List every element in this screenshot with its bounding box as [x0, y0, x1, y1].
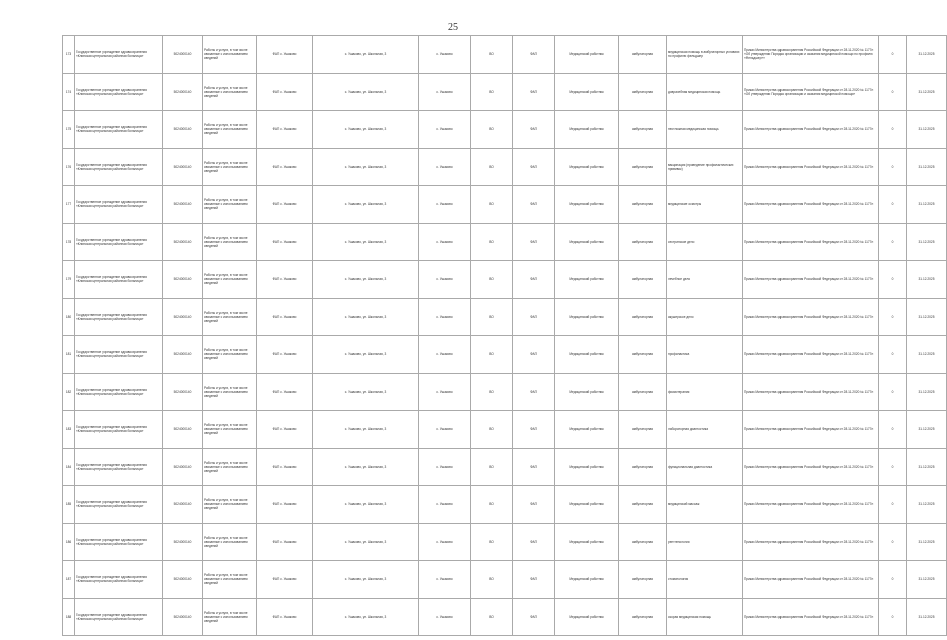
regulation-reference: Приказ Министерства здравоохранения Российской Федерации от 28.11.2020 № 1177н: [743, 411, 879, 449]
care-type: амбулаторная: [619, 598, 667, 636]
activity-kind: Работы и услуги, в том числе связанные с использованием сведений: [203, 298, 257, 336]
care-type: амбулаторная: [619, 448, 667, 486]
quantity: 0: [879, 411, 907, 449]
organization-name: Государственное учреждение здравоохранения «Клинская центральная районная больница»: [75, 486, 163, 524]
regulation-reference: Приказ Министерства здравоохранения Российской Федерации от 28.11.2020 № 1177н: [743, 448, 879, 486]
staff-role: Медицинский работник: [555, 36, 619, 74]
service-description: профилактика: [667, 336, 743, 374]
settlement: с. Ушаково: [419, 148, 471, 186]
activity-kind: Работы и услуги, в том числе связанные с использованием сведений: [203, 561, 257, 599]
valid-until-date: 31.12.2025: [907, 448, 947, 486]
row-number: 183: [63, 411, 75, 449]
registry-body: [63, 36, 947, 636]
site-name: ФАП с. Ушаково: [257, 523, 313, 561]
organization-name: Государственное учреждение здравоохранения «Клинская центральная районная больница»: [75, 411, 163, 449]
site-type: ФАП: [513, 561, 555, 599]
service-description: сестринское дело: [667, 223, 743, 261]
valid-until-date: 31.12.2025: [907, 561, 947, 599]
organization-code: 5024000140: [163, 486, 203, 524]
row-number: 186: [63, 523, 75, 561]
site-name: ФАП с. Ушаково: [257, 111, 313, 149]
site-type: ФАП: [513, 261, 555, 299]
table-row: [63, 336, 947, 374]
settlement: с. Ушаково: [419, 486, 471, 524]
category-code: ВО: [471, 73, 513, 111]
site-type: ФАП: [513, 448, 555, 486]
site-type: ФАП: [513, 486, 555, 524]
regulation-reference: Приказ Министерства здравоохранения Российской Федерации от 28.11.2020 № 1177н: [743, 186, 879, 224]
activity-kind: Работы и услуги, в том числе связанные с использованием сведений: [203, 111, 257, 149]
row-number: 178: [63, 223, 75, 261]
care-type: амбулаторная: [619, 261, 667, 299]
category-code: ВО: [471, 298, 513, 336]
site-type: ФАП: [513, 223, 555, 261]
staff-role: Медицинский работник: [555, 148, 619, 186]
valid-until-date: 31.12.2025: [907, 223, 947, 261]
site-name: ФАП с. Ушаково: [257, 411, 313, 449]
organization-code: 5024000140: [163, 73, 203, 111]
service-description: рентгенология: [667, 523, 743, 561]
site-address: с. Ушаково, ул. Школьная, 3: [313, 523, 419, 561]
organization-name: Государственное учреждение здравоохранения «Клинская центральная районная больница»: [75, 73, 163, 111]
care-type: амбулаторная: [619, 223, 667, 261]
regulation-reference: Приказ Министерства здравоохранения Российской Федерации от 28.11.2020 № 1177н: [743, 336, 879, 374]
site-address: с. Ушаково, ул. Школьная, 3: [313, 36, 419, 74]
organization-code: 5024000140: [163, 561, 203, 599]
organization-name: Государственное учреждение здравоохранения «Клинская центральная районная больница»: [75, 298, 163, 336]
staff-role: Медицинский работник: [555, 223, 619, 261]
quantity: 0: [879, 336, 907, 374]
activity-kind: Работы и услуги, в том числе связанные с использованием сведений: [203, 373, 257, 411]
table-row: [63, 598, 947, 636]
valid-until-date: 31.12.2025: [907, 373, 947, 411]
settlement: с. Ушаково: [419, 373, 471, 411]
organization-name: Государственное учреждение здравоохранения «Клинская центральная районная больница»: [75, 448, 163, 486]
quantity: 0: [879, 73, 907, 111]
table-row: [63, 36, 947, 74]
quantity: 0: [879, 523, 907, 561]
service-description: лечебное дело: [667, 261, 743, 299]
settlement: с. Ушаково: [419, 411, 471, 449]
activity-kind: Работы и услуги, в том числе связанные с использованием сведений: [203, 186, 257, 224]
organization-code: 5024000140: [163, 261, 203, 299]
care-type: амбулаторная: [619, 486, 667, 524]
site-type: ФАП: [513, 336, 555, 374]
site-address: с. Ушаково, ул. Школьная, 3: [313, 448, 419, 486]
table-row: [63, 148, 947, 186]
staff-role: Медицинский работник: [555, 336, 619, 374]
row-number: 177: [63, 186, 75, 224]
site-name: ФАП с. Ушаково: [257, 223, 313, 261]
quantity: 0: [879, 111, 907, 149]
table-row: [63, 523, 947, 561]
valid-until-date: 31.12.2025: [907, 36, 947, 74]
site-type: ФАП: [513, 73, 555, 111]
quantity: 0: [879, 448, 907, 486]
activity-kind: Работы и услуги, в том числе связанные с использованием сведений: [203, 73, 257, 111]
organization-name: Государственное учреждение здравоохранения «Клинская центральная районная больница»: [75, 261, 163, 299]
site-type: ФАП: [513, 111, 555, 149]
valid-until-date: 31.12.2025: [907, 261, 947, 299]
site-type: ФАП: [513, 411, 555, 449]
table-row: [63, 448, 947, 486]
quantity: 0: [879, 486, 907, 524]
service-description: физиотерапия: [667, 373, 743, 411]
organization-name: Государственное учреждение здравоохранения «Клинская центральная районная больница»: [75, 186, 163, 224]
activity-kind: Работы и услуги, в том числе связанные с использованием сведений: [203, 598, 257, 636]
regulation-reference: Приказ Министерства здравоохранения Российской Федерации от 28.11.2020 № 1177н: [743, 561, 879, 599]
settlement: с. Ушаково: [419, 261, 471, 299]
row-number: 173: [63, 36, 75, 74]
service-description: доврачебная медицинская помощь: [667, 73, 743, 111]
organization-code: 5024000140: [163, 186, 203, 224]
service-description: медицинская помощь в амбулаторных условиях по профилю фельдшер: [667, 36, 743, 74]
quantity: 0: [879, 561, 907, 599]
valid-until-date: 31.12.2025: [907, 486, 947, 524]
organization-name: Государственное учреждение здравоохранения «Клинская центральная районная больница»: [75, 336, 163, 374]
valid-until-date: 31.12.2025: [907, 523, 947, 561]
organization-code: 5024000140: [163, 373, 203, 411]
settlement: с. Ушаково: [419, 336, 471, 374]
regulation-reference: Приказ Министерства здравоохранения Российской Федерации от 28.11.2020 № 1177н: [743, 523, 879, 561]
site-name: ФАП с. Ушаково: [257, 561, 313, 599]
table-row: [63, 561, 947, 599]
organization-code: 5024000140: [163, 148, 203, 186]
table-row: [63, 298, 947, 336]
site-type: ФАП: [513, 373, 555, 411]
staff-role: Медицинский работник: [555, 298, 619, 336]
organization-name: Государственное учреждение здравоохранения «Клинская центральная районная больница»: [75, 223, 163, 261]
organization-name: Государственное учреждение здравоохранения «Клинская центральная районная больница»: [75, 523, 163, 561]
organization-code: 5024000140: [163, 411, 203, 449]
table-row: [63, 73, 947, 111]
site-type: ФАП: [513, 523, 555, 561]
settlement: с. Ушаково: [419, 523, 471, 561]
regulation-reference: Приказ Министерства здравоохранения Российской Федерации от 28.11.2020 № 1177н: [743, 373, 879, 411]
service-description: медицинский массаж: [667, 486, 743, 524]
site-name: ФАП с. Ушаково: [257, 336, 313, 374]
regulation-reference: Приказ Министерства здравоохранения Российской Федерации от 28.11.2020 № 1177н: [743, 261, 879, 299]
staff-role: Медицинский работник: [555, 598, 619, 636]
staff-role: Медицинский работник: [555, 261, 619, 299]
staff-role: Медицинский работник: [555, 448, 619, 486]
settlement: с. Ушаково: [419, 298, 471, 336]
site-name: ФАП с. Ушаково: [257, 373, 313, 411]
site-address: с. Ушаково, ул. Школьная, 3: [313, 561, 419, 599]
organization-code: 5024000140: [163, 523, 203, 561]
valid-until-date: 31.12.2025: [907, 148, 947, 186]
regulation-reference: Приказ Министерства здравоохранения Российской Федерации от 28.11.2020 № 1177н: [743, 148, 879, 186]
care-type: амбулаторная: [619, 186, 667, 224]
row-number: 176: [63, 148, 75, 186]
organization-code: 5024000140: [163, 336, 203, 374]
organization-code: 5024000140: [163, 223, 203, 261]
site-address: с. Ушаково, ул. Школьная, 3: [313, 373, 419, 411]
care-type: амбулаторная: [619, 373, 667, 411]
settlement: с. Ушаково: [419, 111, 471, 149]
category-code: ВО: [471, 486, 513, 524]
site-name: ФАП с. Ушаково: [257, 36, 313, 74]
staff-role: Медицинский работник: [555, 186, 619, 224]
site-name: ФАП с. Ушаково: [257, 598, 313, 636]
category-code: ВО: [471, 148, 513, 186]
activity-kind: Работы и услуги, в том числе связанные с использованием сведений: [203, 448, 257, 486]
valid-until-date: 31.12.2025: [907, 336, 947, 374]
organization-name: Государственное учреждение здравоохранения «Клинская центральная районная больница»: [75, 111, 163, 149]
regulation-reference: Приказ Министерства здравоохранения Российской Федерации от 28.11.2020 № 1177н «Об утверждении Порядка организации и оказания медицинской помощи»: [743, 73, 879, 111]
site-name: ФАП с. Ушаково: [257, 261, 313, 299]
care-type: амбулаторная: [619, 298, 667, 336]
activity-kind: Работы и услуги, в том числе связанные с использованием сведений: [203, 486, 257, 524]
category-code: ВО: [471, 598, 513, 636]
quantity: 0: [879, 223, 907, 261]
care-type: амбулаторная: [619, 411, 667, 449]
service-description: лабораторная диагностика: [667, 411, 743, 449]
valid-until-date: 31.12.2025: [907, 73, 947, 111]
care-type: амбулаторная: [619, 73, 667, 111]
staff-role: Медицинский работник: [555, 561, 619, 599]
site-address: с. Ушаково, ул. Школьная, 3: [313, 111, 419, 149]
organization-code: 5024000140: [163, 111, 203, 149]
service-description: медицинские осмотры: [667, 186, 743, 224]
category-code: ВО: [471, 448, 513, 486]
row-number: 184: [63, 448, 75, 486]
organization-code: 5024000140: [163, 448, 203, 486]
care-type: амбулаторная: [619, 36, 667, 74]
table-row: [63, 373, 947, 411]
quantity: 0: [879, 186, 907, 224]
row-number: 185: [63, 486, 75, 524]
table-row: [63, 186, 947, 224]
quantity: 0: [879, 298, 907, 336]
care-type: амбулаторная: [619, 111, 667, 149]
quantity: 0: [879, 148, 907, 186]
valid-until-date: 31.12.2025: [907, 111, 947, 149]
site-address: с. Ушаково, ул. Школьная, 3: [313, 336, 419, 374]
activity-kind: Работы и услуги, в том числе связанные с использованием сведений: [203, 223, 257, 261]
site-address: с. Ушаково, ул. Школьная, 3: [313, 411, 419, 449]
site-name: ФАП с. Ушаково: [257, 186, 313, 224]
organization-code: 5024000140: [163, 36, 203, 74]
row-number: 180: [63, 298, 75, 336]
service-description: вакцинация (проведение профилактических прививок): [667, 148, 743, 186]
settlement: с. Ушаково: [419, 186, 471, 224]
valid-until-date: 31.12.2025: [907, 598, 947, 636]
valid-until-date: 31.12.2025: [907, 411, 947, 449]
regulation-reference: Приказ Министерства здравоохранения Российской Федерации от 28.11.2020 № 1177н: [743, 111, 879, 149]
site-name: ФАП с. Ушаково: [257, 448, 313, 486]
row-number: 175: [63, 111, 75, 149]
category-code: ВО: [471, 186, 513, 224]
site-name: ФАП с. Ушаково: [257, 73, 313, 111]
regulation-reference: Приказ Министерства здравоохранения Российской Федерации от 28.11.2020 № 1177н: [743, 298, 879, 336]
category-code: ВО: [471, 111, 513, 149]
category-code: ВО: [471, 561, 513, 599]
site-type: ФАП: [513, 186, 555, 224]
service-description: скорая медицинская помощь: [667, 598, 743, 636]
site-address: с. Ушаково, ул. Школьная, 3: [313, 186, 419, 224]
row-number: 182: [63, 373, 75, 411]
quantity: 0: [879, 36, 907, 74]
service-description: стоматология: [667, 561, 743, 599]
staff-role: Медицинский работник: [555, 111, 619, 149]
organization-name: Государственное учреждение здравоохранения «Клинская центральная районная больница»: [75, 36, 163, 74]
table-row: [63, 111, 947, 149]
valid-until-date: 31.12.2025: [907, 298, 947, 336]
settlement: с. Ушаково: [419, 36, 471, 74]
site-address: с. Ушаково, ул. Школьная, 3: [313, 223, 419, 261]
quantity: 0: [879, 598, 907, 636]
page-number: 25: [448, 22, 458, 33]
staff-role: Медицинский работник: [555, 486, 619, 524]
site-type: ФАП: [513, 598, 555, 636]
category-code: ВО: [471, 336, 513, 374]
regulation-reference: Приказ Министерства здравоохранения Российской Федерации от 28.11.2020 № 1177н: [743, 223, 879, 261]
site-address: с. Ушаково, ул. Школьная, 3: [313, 148, 419, 186]
category-code: ВО: [471, 411, 513, 449]
regulation-reference: Приказ Министерства здравоохранения Российской Федерации от 28.11.2020 № 1177н «Об утверждении Порядка организации и оказания медицинской помощи по профилю «Фельдшер»»: [743, 36, 879, 74]
service-description: функциональная диагностика: [667, 448, 743, 486]
category-code: ВО: [471, 373, 513, 411]
row-number: 187: [63, 561, 75, 599]
row-number: 174: [63, 73, 75, 111]
activity-kind: Работы и услуги, в том числе связанные с использованием сведений: [203, 261, 257, 299]
site-name: ФАП с. Ушаково: [257, 148, 313, 186]
settlement: с. Ушаково: [419, 223, 471, 261]
activity-kind: Работы и услуги, в том числе связанные с использованием сведений: [203, 411, 257, 449]
quantity: 0: [879, 261, 907, 299]
activity-kind: Работы и услуги, в том числе связанные с использованием сведений: [203, 36, 257, 74]
settlement: с. Ушаково: [419, 561, 471, 599]
site-address: с. Ушаково, ул. Школьная, 3: [313, 598, 419, 636]
organization-name: Государственное учреждение здравоохранения «Клинская центральная районная больница»: [75, 598, 163, 636]
care-type: амбулаторная: [619, 523, 667, 561]
settlement: с. Ушаково: [419, 448, 471, 486]
site-name: ФАП с. Ушаково: [257, 298, 313, 336]
row-number: 179: [63, 261, 75, 299]
site-type: ФАП: [513, 36, 555, 74]
regulation-reference: Приказ Министерства здравоохранения Российской Федерации от 28.11.2020 № 1177н: [743, 598, 879, 636]
table-row: [63, 261, 947, 299]
service-description: акушерское дело: [667, 298, 743, 336]
organization-name: Государственное учреждение здравоохранения «Клинская центральная районная больница»: [75, 561, 163, 599]
table-row: [63, 223, 947, 261]
site-type: ФАП: [513, 298, 555, 336]
regulation-reference: Приказ Министерства здравоохранения Российской Федерации от 28.11.2020 № 1177н: [743, 486, 879, 524]
registry-table: [62, 35, 947, 636]
site-type: ФАП: [513, 148, 555, 186]
service-description: неотложная медицинская помощь: [667, 111, 743, 149]
staff-role: Медицинский работник: [555, 411, 619, 449]
care-type: амбулаторная: [619, 561, 667, 599]
staff-role: Медицинский работник: [555, 523, 619, 561]
activity-kind: Работы и услуги, в том числе связанные с использованием сведений: [203, 523, 257, 561]
organization-name: Государственное учреждение здравоохранения «Клинская центральная районная больница»: [75, 373, 163, 411]
category-code: ВО: [471, 36, 513, 74]
care-type: амбулаторная: [619, 148, 667, 186]
settlement: с. Ушаково: [419, 73, 471, 111]
category-code: ВО: [471, 523, 513, 561]
quantity: 0: [879, 373, 907, 411]
valid-until-date: 31.12.2025: [907, 186, 947, 224]
activity-kind: Работы и услуги, в том числе связанные с использованием сведений: [203, 336, 257, 374]
table-row: [63, 486, 947, 524]
care-type: амбулаторная: [619, 336, 667, 374]
organization-code: 5024000140: [163, 298, 203, 336]
site-name: ФАП с. Ушаково: [257, 486, 313, 524]
table-row: [63, 411, 947, 449]
site-address: с. Ушаково, ул. Школьная, 3: [313, 261, 419, 299]
activity-kind: Работы и услуги, в том числе связанные с использованием сведений: [203, 148, 257, 186]
site-address: с. Ушаково, ул. Школьная, 3: [313, 73, 419, 111]
staff-role: Медицинский работник: [555, 373, 619, 411]
row-number: 181: [63, 336, 75, 374]
site-address: с. Ушаково, ул. Школьная, 3: [313, 298, 419, 336]
organization-code: 5024000140: [163, 598, 203, 636]
category-code: ВО: [471, 261, 513, 299]
site-address: с. Ушаково, ул. Школьная, 3: [313, 486, 419, 524]
category-code: ВО: [471, 223, 513, 261]
settlement: с. Ушаково: [419, 598, 471, 636]
row-number: 188: [63, 598, 75, 636]
staff-role: Медицинский работник: [555, 73, 619, 111]
organization-name: Государственное учреждение здравоохранения «Клинская центральная районная больница»: [75, 148, 163, 186]
